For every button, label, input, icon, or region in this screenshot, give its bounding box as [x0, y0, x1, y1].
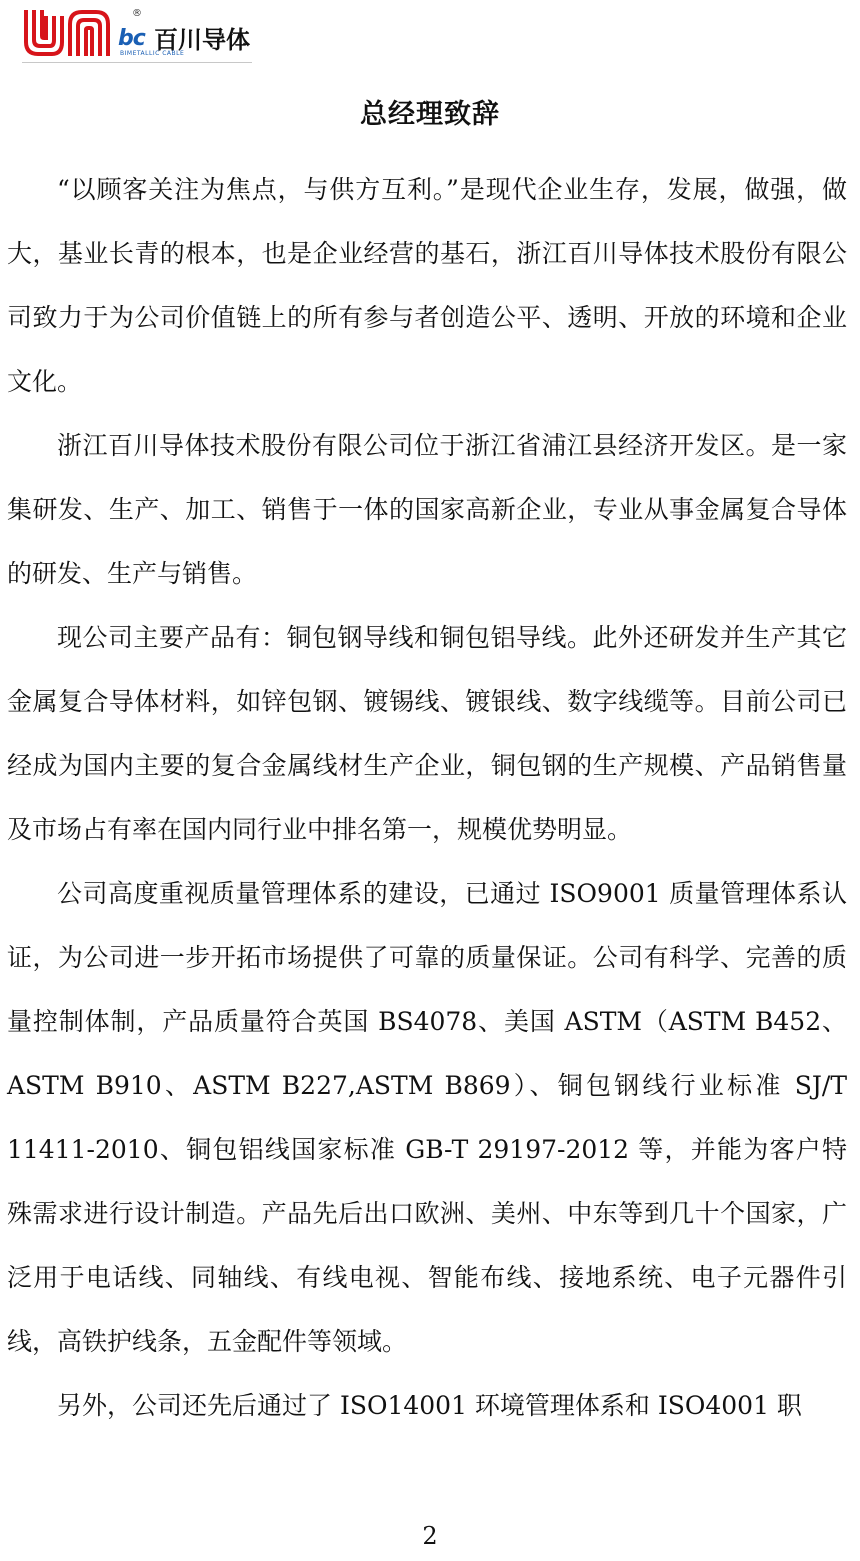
paragraph: “以顾客关注为焦点，与供方互利。”是现代企业生存，发展，做强，做大，基业长青的根本，也是企业经营的基石，浙江百川导体技术股份有限公司致力于为公司价值链上的所有参与者创造公平、透明、开放的环境和企业文化。	[7, 175, 847, 396]
body-text	[7, 158, 847, 1438]
header-logo	[22, 6, 262, 62]
paragraph: 公司高度重视质量管理体系的建设，已通过 ISO9001 质量管理体系认证，为公司进一步开拓市场提供了可靠的质量保证。公司有科学、完善的质量控制体制，产品质量符合英国 BS4078、美国 ASTM（ASTM B452、ASTM B910、ASTM B227,ASTM B869）、铜包钢线行业标准 SJ/T 11411-2010、铜包铝线国家标准 GB-T 29197-2012 等，并能为客户特殊需求进行设计制造。产品先后出口欧洲、美州、中东等到几十个国家，广泛用于电话线、同轴线、有线电视、智能布线、接地系统、电子元器件引线，高铁护线条，五金配件等领域。	[7, 879, 847, 1356]
brand-mark: bc	[118, 26, 145, 51]
page-number: 2	[422, 1522, 438, 1550]
paragraph: 另外，公司还先后通过了 ISO14001 环境管理体系和 ISO4001 职	[57, 1391, 802, 1420]
brand-name: 百川导体	[154, 26, 250, 54]
page-title: 总经理致辞	[360, 99, 500, 130]
paragraph: 浙江百川导体技术股份有限公司位于浙江省浦江县经济开发区。是一家集研发、生产、加工、销售于一体的国家高新企业，专业从事金属复合导体的研发、生产与销售。	[7, 431, 847, 588]
paragraph: 现公司主要产品有：铜包钢导线和铜包铝导线。此外还研发并生产其它金属复合导体材料，如锌包钢、镀锡线、镀银线、数字线缆等。目前公司已经成为国内主要的复合金属线材生产企业，铜包钢的生产规模、产品销售量及市场占有率在国内同行业中排名第一，规模优势明显。	[7, 623, 847, 844]
brand-logo-icon	[22, 8, 116, 58]
header-divider	[22, 62, 252, 63]
brand-subtitle: BIMETALLIC CABLE	[120, 50, 185, 57]
registered-mark: ®	[132, 8, 142, 19]
